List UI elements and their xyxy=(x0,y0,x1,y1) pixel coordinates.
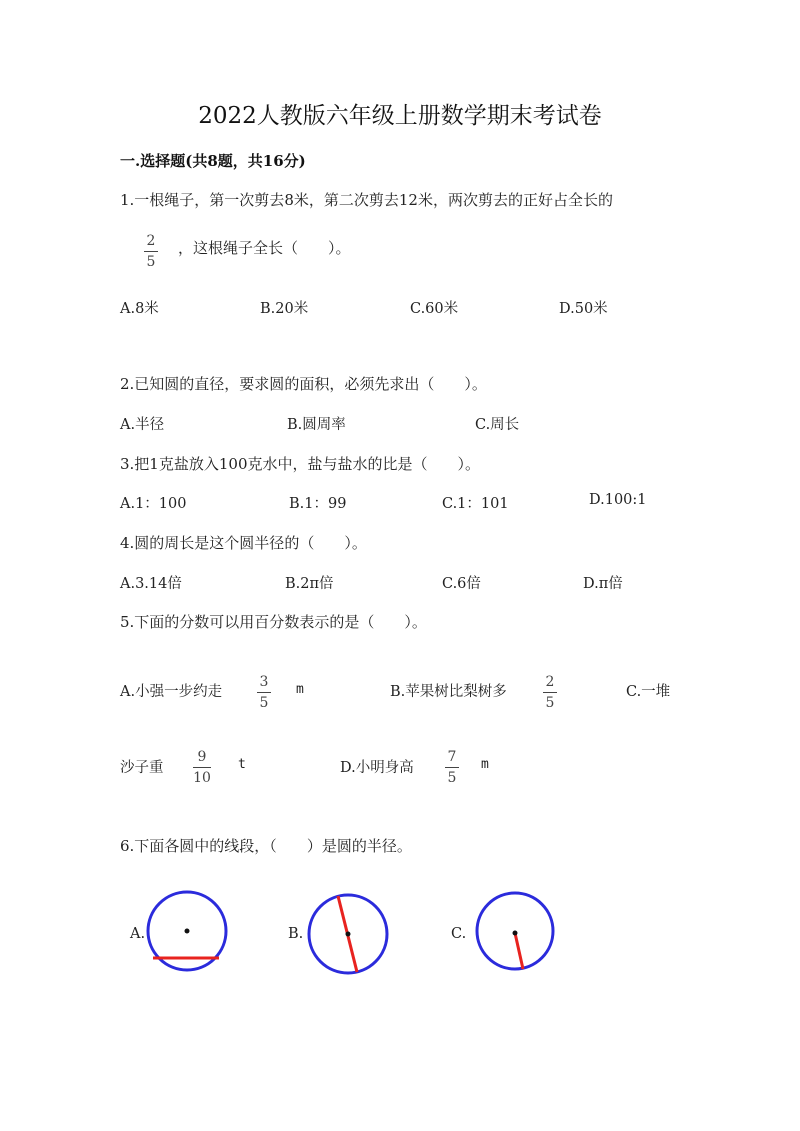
q5-a-frac-den: 5 xyxy=(259,695,269,711)
q1-option-c[interactable]: C.60米 xyxy=(410,301,459,317)
q6-stem: 6.下面各圆中的线段，（ ）是圆的半径。 xyxy=(120,837,412,855)
q3-stem: 3.把1克盐放入100克水中，盐与盐水的比是（ ）。 xyxy=(120,455,480,473)
q2-stem: 2.已知圆的直径，要求圆的面积，必须先求出（ ）。 xyxy=(120,375,487,393)
q4-option-d[interactable]: D.π倍 xyxy=(583,576,623,592)
q5-c-frac-num: 9 xyxy=(197,749,207,765)
q5-option-b[interactable]: B.苹果树比梨树多 xyxy=(390,684,507,700)
q3-option-c[interactable]: C.1：101 xyxy=(442,496,509,512)
circle-a-center xyxy=(185,929,190,934)
q5-a-unit: m xyxy=(296,682,304,697)
circle-c-center xyxy=(513,931,518,936)
q5-stem: 5.下面的分数可以用百分数表示的是（ ）。 xyxy=(120,613,427,631)
q5-c-continued: 沙子重 xyxy=(120,760,164,776)
q6-option-b-label[interactable]: B. xyxy=(288,926,304,942)
q4-option-c[interactable]: C.6倍 xyxy=(442,576,481,592)
q5-b-frac-den: 5 xyxy=(545,695,555,711)
q4-option-a[interactable]: A.3.14倍 xyxy=(120,576,182,592)
q5-option-a[interactable]: A.小强一步约走 xyxy=(120,684,223,700)
q1-option-b[interactable]: B.20米 xyxy=(260,301,309,317)
q2-option-b[interactable]: B.圆周率 xyxy=(287,417,346,433)
page-title: 2022人教版六年级上册数学期末考试卷 xyxy=(198,103,602,129)
q6-option-c-label[interactable]: C. xyxy=(451,926,467,942)
q5-d-unit: m xyxy=(481,757,489,772)
circle-b-center xyxy=(346,932,351,937)
circle-c-radius xyxy=(515,933,523,969)
q3-option-a[interactable]: A.1：100 xyxy=(120,496,187,512)
q5-c-frac-den: 10 xyxy=(193,770,211,786)
q1-option-a[interactable]: A.8米 xyxy=(120,301,159,317)
q3-option-d[interactable]: D.100:1 xyxy=(589,492,647,508)
section-heading: 一.选择题(共8题，共16分) xyxy=(120,152,306,170)
q3-option-b[interactable]: B.1：99 xyxy=(289,496,347,512)
q5-d-frac-num: 7 xyxy=(447,749,457,765)
q5-d-frac-den: 5 xyxy=(447,770,457,786)
q4-stem: 4.圆的周长是这个圆半径的（ ）。 xyxy=(120,534,367,552)
q2-option-c[interactable]: C.周长 xyxy=(475,417,520,433)
q5-c-unit: t xyxy=(238,757,246,772)
q1-frac-den: 5 xyxy=(146,254,156,270)
q1-tail: ，这根绳子全长（ ）。 xyxy=(178,239,351,257)
q1-frac-num: 2 xyxy=(146,233,156,249)
q1-stem: 1.一根绳子，第一次剪去8米，第二次剪去12米，两次剪去的正好占全长的 xyxy=(120,191,613,209)
q5-a-frac-num: 3 xyxy=(259,674,269,690)
q1-option-d[interactable]: D.50米 xyxy=(559,301,608,317)
q5-option-d[interactable]: D.小明身高 xyxy=(340,760,414,776)
q2-option-a[interactable]: A.半径 xyxy=(120,417,165,433)
q4-option-b[interactable]: B.2π倍 xyxy=(285,576,334,592)
q6-option-a-label[interactable]: A. xyxy=(130,926,146,942)
q5-option-c[interactable]: C.一堆 xyxy=(626,684,671,700)
q5-b-frac-num: 2 xyxy=(545,674,555,690)
